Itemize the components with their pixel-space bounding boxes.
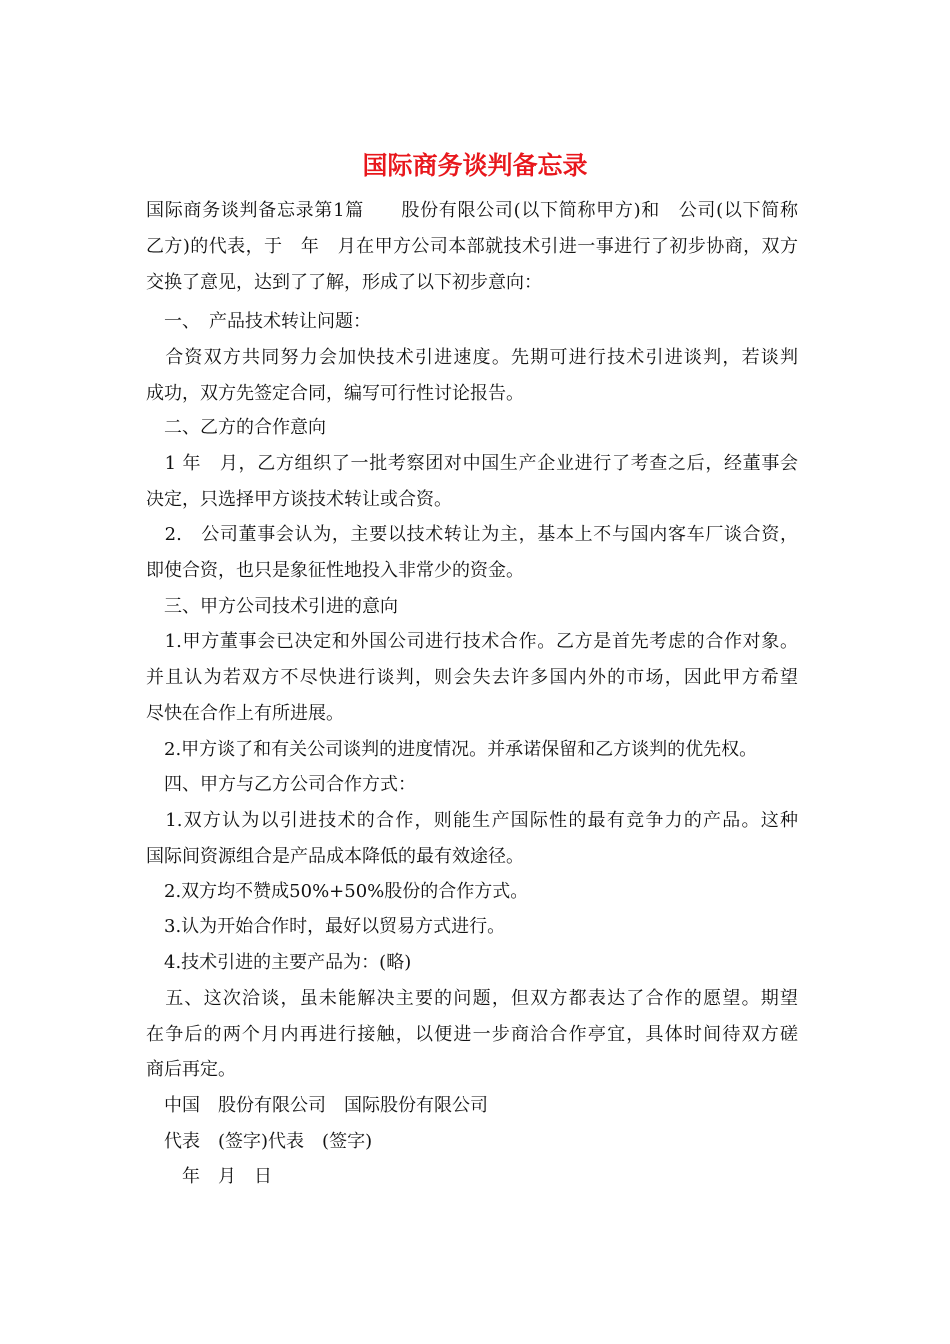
body-line: 2. 公司董事会认为，主要以技术转让为主，基本上不与国内客车厂谈合资，	[146, 524, 798, 545]
section-heading: 五、这次洽谈，虽未能解决主要的问题，但双方都表达了合作的愿望。期望	[146, 988, 798, 1009]
body-line: 交换了意见，达到了了解，形成了以下初步意向：	[146, 272, 542, 293]
body-line: 1.双方认为以引进技术的合作，则能生产国际性的最有竞争力的产品。这种	[146, 810, 798, 831]
body-line: 3.认为开始合作时，最好以贸易方式进行。	[146, 916, 506, 937]
signature-representatives: 代表 (签字)代表 (签字)	[146, 1131, 373, 1152]
body-line: 尽快在合作上有所进展。	[146, 703, 344, 724]
body-line: 1.甲方董事会已决定和外国公司进行技术合作。乙方是首先考虑的合作对象。	[146, 631, 798, 652]
document-title: 国际商务谈判备忘录	[362, 151, 588, 180]
body-line: 4.技术引进的主要产品为：(略)	[146, 952, 412, 973]
section-heading: 三、甲方公司技术引进的意向	[146, 596, 398, 617]
body-line: 国际间资源组合是产品成本降低的最有效途径。	[146, 846, 524, 867]
body-line: 1 年 月，乙方组织了一批考察团对中国生产企业进行了考查之后，经董事会	[146, 453, 798, 474]
section-heading: 四、甲方与乙方公司合作方式：	[146, 774, 416, 795]
body-line: 2.甲方谈了和有关公司谈判的进度情况。并承诺保留和乙方谈判的优先权。	[146, 739, 758, 760]
body-line: 并且认为若双方不尽快进行谈判，则会失去许多国内外的市场，因此甲方希望	[146, 667, 798, 688]
body-line: 在争后的两个月内再进行接触，以便进一步商洽合作亭宜，具体时间待双方磋	[146, 1024, 798, 1045]
body-line: 乙方)的代表，于 年 月在甲方公司本部就技术引进一事进行了初步协商，双方	[146, 236, 798, 257]
body-line: 即使合资，也只是象征性地投入非常少的资金。	[146, 560, 524, 581]
signature-date: 年 月 日	[146, 1166, 272, 1187]
body-line: 商后再定。	[146, 1059, 236, 1080]
signature-parties: 中国 股份有限公司 国际股份有限公司	[146, 1095, 488, 1116]
body-line: 合资双方共同努力会加快技术引进速度。先期可进行技术引进谈判，若谈判	[146, 347, 798, 368]
section-heading: 二、乙方的合作意向	[146, 417, 326, 438]
body-line: 国际商务谈判备忘录第1篇 股份有限公司(以下简称甲方)和 公司(以下简称	[146, 200, 798, 221]
section-heading: 一、 产品技术转让问题：	[146, 311, 371, 332]
body-line: 成功，双方先签定合同，编写可行性讨论报告。	[146, 383, 524, 404]
body-line: 2.双方均不赞成50%+50%股份的合作方式。	[146, 881, 529, 902]
body-line: 决定，只选择甲方谈技术转让或合资。	[146, 489, 452, 510]
